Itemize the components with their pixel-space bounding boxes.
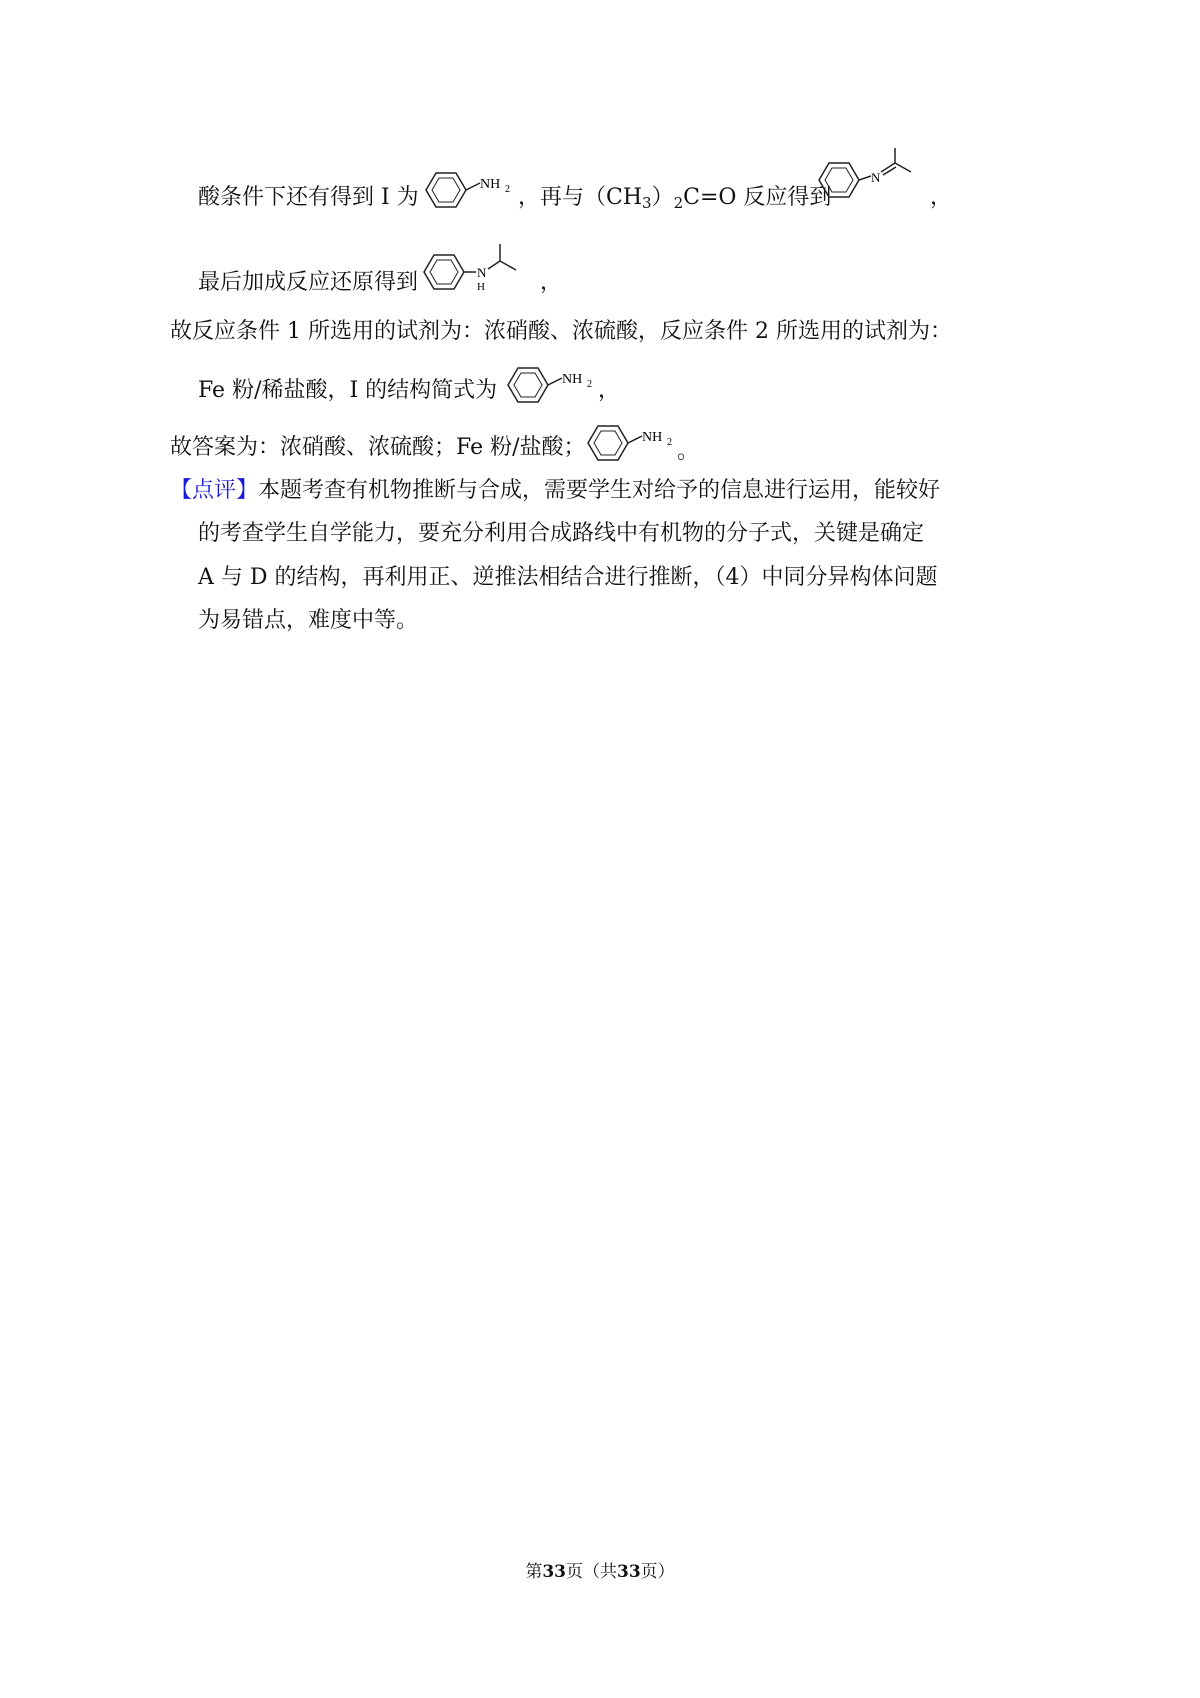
- amino-subscript: 2: [505, 184, 510, 195]
- text-segment: ）: [651, 185, 674, 210]
- comment-text: A 与 D 的结构，再利用正、逆推法相结合进行推断，（4）中同分异构体问题: [198, 565, 938, 590]
- comment-text: 的考查学生自学能力，要充分利用合成路线中有机物的分子式，关键是确定: [198, 521, 925, 546]
- aniline-structure-1: [418, 165, 518, 215]
- comment-line-3: [198, 563, 938, 593]
- text-segment: 故反应条件 1 所选用的试剂为：浓硝酸、浓硫酸，反应条件 2 所选用的试剂为：: [170, 319, 952, 344]
- aniline-structure-2: [500, 360, 600, 410]
- paragraph-line-2: [198, 268, 418, 298]
- amine-h-label: H: [477, 281, 485, 293]
- text-segment: ，: [540, 270, 563, 295]
- page-footer: [0, 1560, 1200, 1584]
- text-segment: ，: [930, 185, 953, 210]
- comment-line-2: [198, 519, 924, 549]
- amino-label: NH: [642, 430, 663, 445]
- paragraph-line-1: [198, 183, 419, 213]
- footer-prefix: 第: [525, 1562, 543, 1582]
- paragraph-line-2-end: [540, 268, 562, 298]
- footer-suffix: 页）: [640, 1562, 675, 1582]
- text-segment: 酸条件下还有得到 I 为: [198, 185, 419, 210]
- paragraph-line-4-end: [598, 376, 620, 406]
- comment-text: 本题考查有机物推断与合成，需要学生对给予的信息进行运用，能较好: [258, 478, 941, 503]
- subscript: 3: [642, 194, 652, 212]
- paragraph-line-3: [170, 317, 952, 347]
- comment-line-1: [170, 476, 940, 506]
- paragraph-line-5-end: [677, 437, 699, 467]
- amino-label: NH: [562, 372, 583, 387]
- comment-line-4: [198, 606, 418, 636]
- page-number: 33: [542, 1562, 566, 1582]
- text-segment: ，: [598, 378, 621, 403]
- amino-subscript: 2: [587, 379, 592, 390]
- text-segment: C=O 反应得到: [683, 185, 832, 210]
- paragraph-line-5: [170, 433, 586, 463]
- footer-mid: 页（共: [566, 1562, 617, 1582]
- text-segment: Fe 粉/稀盐酸，I 的结构简式为: [198, 378, 498, 403]
- secondary-amine-structure: [420, 232, 530, 297]
- aniline-structure-3: [580, 418, 680, 468]
- paragraph-line-1-cont: [518, 183, 831, 213]
- comment-tag: 【点评】: [170, 478, 259, 503]
- amino-subscript: 2: [667, 437, 672, 448]
- page-total: 33: [617, 1562, 641, 1582]
- text-segment: 最后加成反应还原得到: [198, 270, 419, 295]
- text-segment: 故答案为：浓硝酸、浓硫酸；Fe 粉/盐酸；: [170, 435, 586, 460]
- comment-text: 为易错点，难度中等。: [198, 608, 419, 633]
- text-segment: 。: [677, 439, 700, 464]
- paragraph-line-4: [198, 376, 497, 406]
- imine-structure: [815, 145, 930, 210]
- text-segment: ，再与（CH: [518, 185, 643, 210]
- paragraph-line-1-end: [930, 183, 952, 213]
- amine-n-label: N: [477, 265, 487, 280]
- imine-n-label: N: [871, 170, 881, 185]
- subscript: 2: [673, 194, 684, 212]
- amino-label: NH: [480, 177, 501, 192]
